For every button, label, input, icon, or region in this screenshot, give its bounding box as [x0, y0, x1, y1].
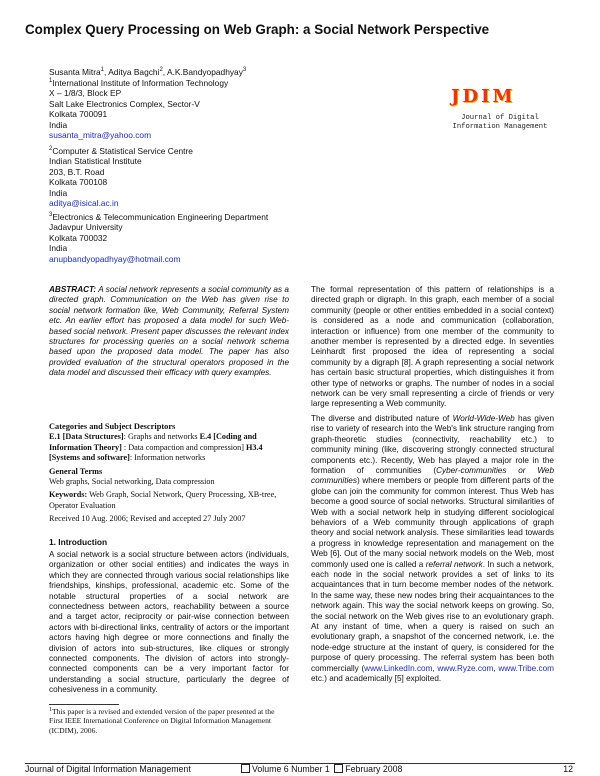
email-link-1[interactable]: susanta_mitra@yahoo.com: [49, 130, 152, 141]
footnote-rule: [49, 704, 119, 705]
logo-line-2: Information Management: [452, 122, 548, 131]
p2-text: ) where members or people from different parts of the globe can join the community for common interest. Thus Web has become a good source of social networks. Structural similarities of Web with a social network help in studying different sociological behaviors of a Web community through applications of graph theory and social network analysis. These similarities lead towards a progress in knowledge representation and management on the Web [6]. Out of the many social network models on the Web, most commonly used one is called a: [311, 476, 554, 569]
aff1-line: Kolkata 700091: [49, 109, 108, 120]
footnote: [49, 707, 289, 735]
link-linkedin[interactable]: www.LinkedIn.com: [364, 663, 433, 673]
intro-heading: 1. Introduction: [49, 537, 108, 547]
footer-date: February 2008: [345, 764, 403, 774]
author-1: Susanta Mitra: [49, 67, 101, 77]
categories-section: [49, 422, 289, 525]
logo-line-1: Journal of Digital: [461, 114, 539, 122]
aff1-sup: 1: [49, 78, 53, 84]
abstract: [49, 285, 289, 379]
page-footer: [25, 764, 575, 774]
categories-heading: Categories and Subject Descriptors: [49, 422, 176, 431]
paper-title: Complex Query Processing on Web Graph: a Social Network Perspective: [25, 22, 490, 37]
cat-e1-desc: : Graphs and networks: [123, 432, 200, 442]
aff3-line: Jadavpur University: [49, 222, 123, 233]
footer-volume: Volume 6 Number 1: [252, 764, 330, 774]
affiliation-2: [49, 146, 193, 208]
aff1-line: International Institute of Information Technology: [52, 78, 229, 88]
p2-italic: World-Wide-Web: [452, 413, 515, 423]
aff3-line: India: [49, 243, 68, 254]
footnote-sup: 1: [49, 707, 52, 713]
keywords-label: Keywords:: [49, 490, 88, 500]
intro-text: A social network is a social structure between actors (individuals, organization or other social entities) and indicates the ways in which they are connected through various social relationships like friendships, kinships, professional, academic etc. Some of the notable structural properties of a social network are connectedness between actors, reachability between a source and a target actor, reciprocity or pair-wise connection between actors with bi-directional links, centrality of actors or the important actors having high degree or more connections and finally the division of actors into sub-structures, like cliques or strongly connected components. The division of actors into strongly-connected components can be a very important factor for understanding a social structure, particularly the degree of cohesiveness in a community.: [49, 550, 289, 695]
p2-italic: referral network: [425, 559, 483, 569]
email-link-3[interactable]: anupbandyopadhyay@hotmail.com: [49, 253, 181, 264]
aff3-line: Electronics & Telecommunication Engineering Department: [52, 212, 269, 222]
link-ryze[interactable]: www.Ryze.com: [437, 663, 494, 673]
affiliation-1: [49, 78, 228, 140]
p2-italic: Cyber-communities or Web communities: [311, 465, 555, 486]
page-number: 12: [563, 764, 573, 774]
aff3-sup: 3: [49, 212, 53, 218]
author-2-sup: 2: [159, 67, 163, 73]
aff3-line: Kolkata 700032: [49, 232, 108, 243]
footer-issue: [239, 764, 402, 774]
p2-text: . In such a network, each node in the social network provides a set of links to its acquaintances that in turn become member nodes of the network. In the same way, these new nodes bring their acquaintances to the network again. This way the social network keeps on growing. So, the social network on the Web gives rise to an evolutionary graph. At any instant of time, when a query is raised on such an evolutionary graph, a snapshot of the concerned network, i.e. the node-edge structure at the instant of query, is considered for the purpose of query processing. The referral system has been both commercially (: [311, 559, 554, 673]
aff2-line: Computer & Statistical Service Centre: [52, 146, 193, 156]
author-2: Aditya Bagchi: [108, 67, 160, 77]
box-icon: [334, 764, 343, 773]
abstract-text: A social network represents a social community as a directed graph. Communication on the Web has given rise to social network formation like, Web Community, Referral System etc. An earlier effort has proposed a data model for such Web-based social network. Present paper discusses the relevant index structures for processing queries on a social network schema based upon the proposed data model. The paper has also provided evaluation of the structural operators proposed in the data model and discussed their efficacy with query examples.: [49, 285, 289, 378]
aff1-line: Salt Lake Electronics Complex, Sector-V: [49, 98, 200, 109]
aff2-line: India: [49, 187, 68, 198]
aff1-line: X – 1/8/3, Block EP: [49, 88, 122, 99]
affiliation-3: [49, 212, 268, 264]
aff2-sup: 2: [49, 146, 53, 152]
right-paragraph-1: The formal representation of this pattern of relationships is a directed graph or digraph. In this graph, each member of a social community (people or other entities embedded in a social context) is considered as a node and communication (collaboration, interaction or influence) from one member of the community to another member is represented by a directed edge. In seventies Leinhardt first proposed the idea of representing a social community by a digraph [8]. A graph representing a social network has certain basic structural properties, which distinguishes it from other type of networks or graphs. The number of nodes in a social network can be very small representing a circle of friends or very large representing a Web community.: [311, 285, 554, 409]
email-link-2[interactable]: aditya@isical.ac.in: [49, 198, 119, 209]
logo-subtitle: [437, 114, 563, 132]
general-terms-heading: General Terms: [49, 466, 103, 476]
cat-h34-code: H3.4 [Systems and software]: [49, 442, 263, 463]
aff2-line: 203, B.T. Road: [49, 166, 105, 177]
cat-e4-code: E.4 [Coding and Information Theory]: [49, 432, 257, 452]
author-3-sup: 3: [242, 67, 247, 73]
cat-h34-desc: : Information networks: [129, 453, 206, 463]
right-paragraph-2: The diverse and distributed nature of World-Wide-Web has given rise to variety of research into the Web's link structure ranging from graph-theoretic studies (connectivity, reachability etc.) to community mining (like, discovering strongly connected structural components etc.). Recently, Web has played a major role in the formation of communities (Cyber-communities or Web communities) where members or people from different parts of the globe can join the community for common interest. Thus Web has become a good source of social networks. Structural similarities of Web with a social network help in studying different sociological behaviors of a Web community through applications of graph theory and social network analysis. These similarities lead towards a progress in knowledge representation and management on the Web [6]. Out of the many social network models on the Web, most commonly used one is called a referral network. In such a network, each node in the social network provides a set of links to its acquaintances that in turn become member nodes of the network. In the same way, these new nodes bring their acquaintances to the network again. This way the social network keeps on growing. So, the social network on the Web gives rise to an evolutionary graph. At any instant of time, when a query is raised on such an evolutionary graph, a snapshot of the concerned network, i.e. the node-edge structure at the instant of query, is considered for the purpose of query processing. The referral system has been both commercially (www.LinkedIn.com, www.Ryze.com, www.Tribe.com etc.) and academically [5] exploited.: [311, 413, 555, 684]
footer-journal: Journal of Digital Information Management: [25, 764, 191, 774]
author-1-sup: 1: [100, 67, 105, 73]
cat-e1-code: E.1 [Data Structures]: [49, 432, 124, 442]
cat-e4-desc: : Data compaction and compression]: [121, 442, 246, 452]
p2-text: etc.) and academically [5] exploited.: [311, 674, 442, 684]
jdim-logo: [437, 84, 563, 144]
keywords-text: Web Graph, Social Network, Query Processing, XB-tree, Operator Evaluation: [49, 490, 277, 510]
received-date: Received 10 Aug. 2006; Revised and accepted 27 July 2007: [49, 514, 246, 524]
p2-text: The diverse and distributed nature of: [311, 413, 453, 423]
aff2-line: Indian Statistical Institute: [49, 156, 142, 167]
aff2-line: Kolkata 700108: [49, 177, 108, 188]
author-3: A.K.Bandyopadhyay: [166, 67, 243, 77]
footnote-text: This paper is a revised and extended version of the paper presented at the First IEEE International Conference on Digital Information Management (ICDIM), 2006.: [49, 707, 275, 735]
author-line: Susanta Mitra$^1$, Aditya Bagchi$^2$, A.K.Bandyopadhyay$^3$: [49, 67, 247, 77]
keywords: [49, 490, 289, 511]
p2-text: has given rise to variety of research into the Web's link structure ranging from graph-theoretic studies (connectivity, reachability etc.) to community mining (like, discovering strongly connected structural components etc.). Recently, Web has played a major role in the formation of communities (: [311, 413, 554, 475]
abstract-label: ABSTRACT:: [49, 285, 97, 294]
categories-body: [49, 432, 289, 463]
aff1-line: India: [49, 119, 68, 130]
general-terms: Web graphs, Social networking, Data compression: [49, 477, 215, 487]
box-icon: [241, 764, 250, 773]
link-tribe[interactable]: www.Tribe.com: [498, 663, 554, 673]
right-column: [311, 285, 554, 688]
logo-letters: JDIM: [451, 86, 516, 107]
